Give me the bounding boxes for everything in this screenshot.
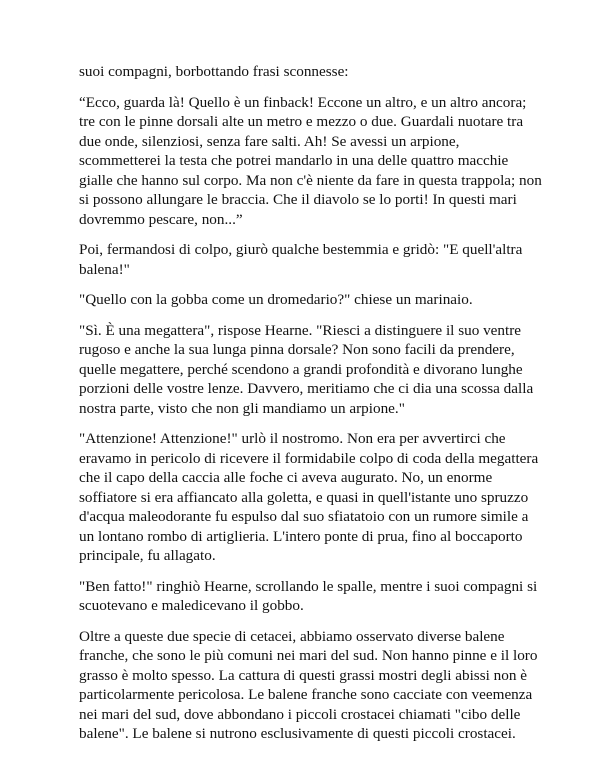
text-line: "Ben fatto!" ringhiò Hearne, scrollando le spalle, mentre i suoi compagni si — [79, 577, 538, 595]
text-line: suoi compagni, borbottando frasi sconnesse: — [79, 63, 349, 80]
paragraph — [79, 240, 525, 279]
text-line: rugoso e anche la sua lunga pinna dorsale? Non sono facili da prendere, — [79, 341, 515, 358]
text-line: si possono allungare le braccia. Che il diavolo se lo porti! In questi mari — [79, 191, 517, 208]
text-line: dovremmo pescare, non...” — [79, 210, 243, 228]
text-line: un lontano rombo di artiglieria. L'intero ponte di prua, fino al boccaporto — [79, 527, 523, 545]
text-line: scuotevano e maledicevano il gobbo. — [79, 597, 304, 614]
text-line: balena!" — [79, 260, 130, 278]
text-line: gialle che hanno sul corpo. Ma non c'è niente da fare in questa trappola; non — [79, 171, 542, 189]
paragraph — [79, 321, 534, 419]
text-line: nostra parte, visto che non gli mandiamo un arpione." — [79, 399, 405, 417]
text-line: franche, che sono le più comuni nei mari del sud. Non hanno pinne e il loro — [79, 647, 538, 664]
paragraph — [79, 93, 542, 230]
text-line: Oltre a queste due specie di cetacei, abbiamo osservato diverse balene — [79, 627, 505, 645]
paragraph — [79, 429, 539, 566]
text-line: "Sì. È una megattera", rispose Hearne. "Riesci a distinguere il suo ventre — [79, 321, 522, 339]
paragraph — [79, 627, 538, 744]
text-line: d'acqua maleodorante fu espulso dal suo sfiatatoio con un rumore simile a — [79, 508, 529, 525]
text-line: balene". Le balene si nutrono esclusivamente di questi piccoli crostacei. — [79, 725, 516, 742]
text-line: particolarmente pericolosa. Le balene franche sono cacciate con veemenza — [79, 686, 533, 703]
paragraph — [79, 577, 538, 616]
document-page — [79, 62, 542, 755]
text-line: quelle megattere, perché scendono a grandi profondità e divorano lunghe — [79, 360, 523, 378]
text-line: “Ecco, guarda là! Quello è un finback! Eccone un altro, e un altro ancora; — [79, 93, 527, 111]
paragraph — [79, 290, 525, 310]
text-line: eravamo in pericolo di ricevere il formidabile colpo di coda della megattera — [79, 449, 539, 467]
text-line: Poi, fermandosi di colpo, giurò qualche bestemmia e gridò: "E quell'altra — [79, 241, 523, 258]
text-line: "Attenzione! Attenzione!" urlò il nostromo. Non era per avvertirci che — [79, 430, 506, 447]
text-line: "Quello con la gobba come un dromedario?" chiese un marinaio. — [79, 291, 473, 308]
text-line: scommetterei la testa che potrei mandarlo in una delle quattro macchie — [79, 152, 509, 169]
text-line: tre con le pinne dorsali alte un metro e mezzo o due. Guardali nuotare tra — [79, 113, 524, 130]
text-line: soffiatore si era affiancato alla goletta, e quasi in quell'istante uno spruzzo — [79, 488, 529, 506]
text-line: due onde, silenziosi, senza fare salti. Ah! Se avessi un arpione, — [79, 132, 460, 150]
text-line: porzioni delle vostre lenze. Davvero, meritiamo che ci dia una scossa dalla — [79, 380, 534, 397]
paragraph — [79, 62, 525, 82]
text-line: grasso è molto spesso. La cattura di questi grassi mostri degli abissi non è — [79, 666, 527, 684]
text-line: che il capo della caccia alle foche ci aveva augurato. No, un enorme — [79, 469, 493, 486]
text-line: nei mari del sud, dove abbondano i piccoli crostacei chiamati "cibo delle — [79, 705, 521, 723]
text-line: principale, fu allagato. — [79, 547, 216, 564]
